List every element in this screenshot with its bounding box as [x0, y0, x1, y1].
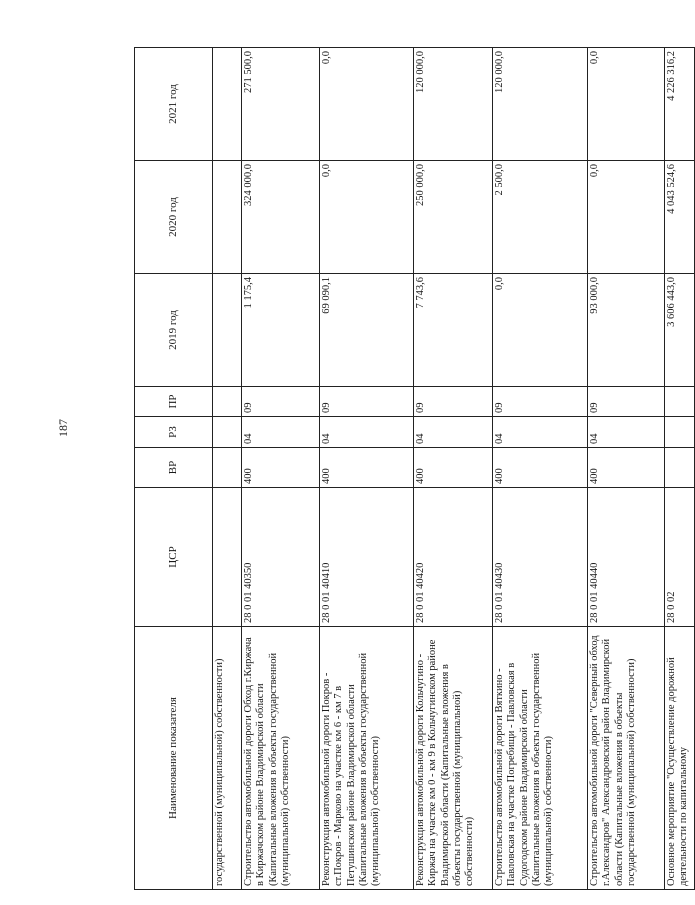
cell-rz: 04 — [588, 417, 665, 448]
cell-2019: 3 606 443,0 — [665, 274, 695, 387]
cell-2021: 271 500,0 — [242, 48, 320, 161]
cell-2020: 0,0 — [320, 161, 414, 274]
cell-2021: 0,0 — [588, 48, 665, 161]
table-row — [320, 48, 414, 890]
cell-pr: 09 — [242, 387, 320, 417]
cell-name: Реконструкция автомобильной дороги Кольчугино - Киржач на участке км 0 - км 9 в Кольчугинском районе Владимирской области (Капитальные вложения в объекты государственной (муниципальной) собственности) — [414, 627, 493, 890]
cell-vr: 400 — [320, 448, 414, 488]
cell-vr: 400 — [414, 448, 493, 488]
cell-csr: 28 0 02 — [665, 488, 695, 627]
cell-2019: 7 743,6 — [414, 274, 493, 387]
cell-2020: 4 043 524,6 — [665, 161, 695, 274]
table-row — [493, 48, 588, 890]
cell-rz — [213, 417, 242, 448]
cell-csr: 28 0 01 40430 — [493, 488, 588, 627]
cell-2020: 250 000,0 — [414, 161, 493, 274]
page-number: 187 — [56, 419, 70, 437]
cell-rz — [665, 417, 695, 448]
cell-csr: 28 0 01 40420 — [414, 488, 493, 627]
cell-rz: 04 — [493, 417, 588, 448]
cell-pr — [665, 387, 695, 417]
cell-csr: 28 0 01 40410 — [320, 488, 414, 627]
cell-vr — [213, 448, 242, 488]
cell-vr — [665, 448, 695, 488]
cell-2021 — [213, 48, 242, 161]
table-header-row — [135, 48, 213, 890]
cell-2021: 4 226 316,2 — [665, 48, 695, 161]
cell-rz: 04 — [242, 417, 320, 448]
cell-pr — [213, 387, 242, 417]
cell-2019: 93 000,0 — [588, 274, 665, 387]
table-row — [213, 48, 242, 890]
cell-name: государственной (муниципальной) собственности) — [213, 627, 242, 890]
table-row — [588, 48, 665, 890]
cell-2021: 120 000,0 — [414, 48, 493, 161]
cell-2019 — [213, 274, 242, 387]
cell-2021: 120 000,0 — [493, 48, 588, 161]
cell-2020 — [213, 161, 242, 274]
cell-name: Строительство автомобильной дороги Вяткино - Павловская на участке Погребищи - Павловская в Судогодском районе Владимирской области (Капитальные вложения в объекты государственной (муниципальной) собственности) — [493, 627, 588, 890]
cell-name: Основное мероприятие "Осуществление дорожной деятельности по капитальному — [665, 627, 695, 890]
header-2021: 2021 год — [135, 48, 213, 161]
budget-table — [134, 47, 695, 890]
cell-vr: 400 — [493, 448, 588, 488]
cell-pr: 09 — [493, 387, 588, 417]
rotated-table-container — [134, 48, 690, 890]
cell-2019: 69 090,1 — [320, 274, 414, 387]
cell-name: Строительство автомобильной дороги Обход г.Киржача в Киржачском районе Владимирской области (Капитальные вложения в объекты государственной (муниципальной) собственности) — [242, 627, 320, 890]
cell-2020: 2 500,0 — [493, 161, 588, 274]
cell-rz: 04 — [320, 417, 414, 448]
cell-pr: 09 — [588, 387, 665, 417]
header-name: Наименование показателя — [135, 627, 213, 890]
cell-pr: 09 — [414, 387, 493, 417]
cell-2019: 1 175,4 — [242, 274, 320, 387]
header-pr: ПР — [135, 387, 213, 417]
header-rz: РЗ — [135, 417, 213, 448]
table-row — [242, 48, 320, 890]
header-csr: ЦСР — [135, 488, 213, 627]
cell-csr: 28 0 01 40440 — [588, 488, 665, 627]
cell-csr — [213, 488, 242, 627]
header-2020: 2020 год — [135, 161, 213, 274]
cell-2020: 324 000,0 — [242, 161, 320, 274]
cell-rz: 04 — [414, 417, 493, 448]
cell-pr: 09 — [320, 387, 414, 417]
cell-2019: 0,0 — [493, 274, 588, 387]
table-row — [665, 48, 695, 890]
cell-2020: 0,0 — [588, 161, 665, 274]
cell-vr: 400 — [242, 448, 320, 488]
table-row — [414, 48, 493, 890]
cell-csr: 28 0 01 40350 — [242, 488, 320, 627]
cell-name: Строительство автомобильной дороги "Северный обход г.Александров" Александровский район Владимирской области (Капитальные вложения в объекты государственной (муниципальной) собственности) — [588, 627, 665, 890]
cell-vr: 400 — [588, 448, 665, 488]
cell-name: Реконструкция автомобильной дороги Покров - ст.Покров - Марково на участке км 6 - км 7 в Петушинском районе Владимирской области (Капитальные вложения в объекты государственной (муниципальной) собственности) — [320, 627, 414, 890]
header-2019: 2019 год — [135, 274, 213, 387]
header-vr: ВР — [135, 448, 213, 488]
cell-2021: 0,0 — [320, 48, 414, 161]
